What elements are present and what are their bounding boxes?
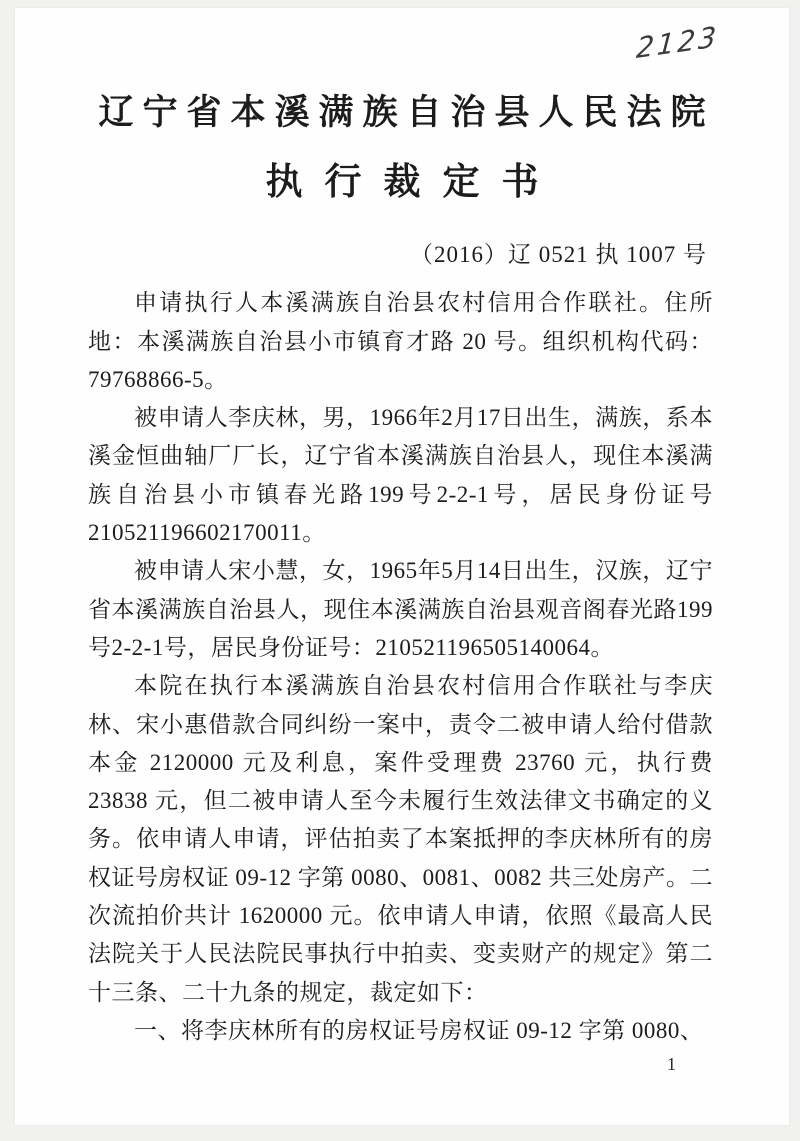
- page-number: 1: [667, 1054, 676, 1074]
- body-paragraph-case-facts: 本院在执行本溪满族自治县农村信用合作联社与李庆林、宋小惠借款合同纠纷一案中，责令二被申请人给付借款本金 2120000 元及利息，案件受理费 23760 元，执行费 23838 元，但二被申请人至今未履行生效法律文书确定的义务。依申请人申请，评估拍卖了本案抵押的李庆林所有的房权证号房权证 09-12 字第 0080、0081、0082 共三处房产。二次流拍价共计 1620000 元。依申请人申请，依照《最高人民法院关于人民法院民事执行中拍卖、变卖财产的规定》第二十三条、二十九条的规定，裁定如下：: [88, 673, 713, 1005]
- body-paragraph-applicant: 申请执行人本溪满族自治县农村信用合作联社。住所地：本溪满族自治县小市镇育才路 20 号。组织机构代码：79768866-5。: [88, 290, 713, 392]
- court-name: 辽宁省本溪满族自治县人民法院: [98, 93, 715, 132]
- handwritten-note: 2123: [634, 19, 720, 66]
- body-paragraph-respondent-2: 被申请人宋小慧，女，1965年5月14日出生，汉族，辽宁省本溪满族自治县人，现住本溪满族自治县观音阁春光路199号2-2-1号，居民身份证号：210521196505140064。: [88, 558, 713, 660]
- body-paragraph-ruling-item-1: 一、将李庆林所有的房权证号房权证 09-12 字第 0080、: [134, 1017, 704, 1043]
- document-title: 执行裁定书: [265, 162, 561, 203]
- body-paragraph-respondent-1: 被申请人李庆林，男，1966年2月17日出生，满族，系本溪金恒曲轴厂厂长，辽宁省本溪满族自治县人，现住本溪满族自治县小市镇春光路199号2-2-1号，居民身份证号210521196602170011。: [88, 405, 713, 546]
- case-number: （2016）辽 0521 执 1007 号: [410, 242, 707, 268]
- document-page: [15, 8, 789, 1125]
- document-body: [88, 284, 713, 1050]
